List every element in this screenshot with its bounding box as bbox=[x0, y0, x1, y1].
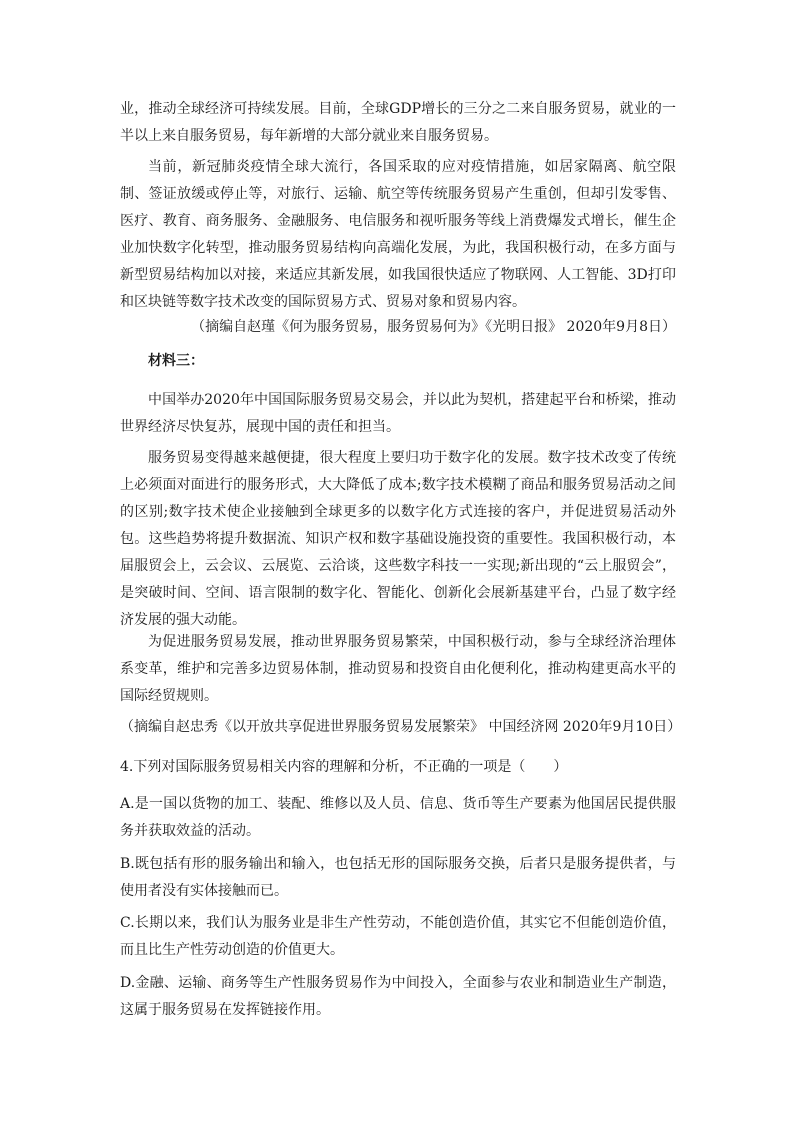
material-3-paragraph-1: 中国举办2020年中国国际服务贸易交易会，并以此为契机，搭建起平台和桥梁，推动世界经济尽快复苏，展现中国的责任和担当。 bbox=[120, 392, 676, 435]
source-citation-2: （摘编自赵忠秀《以开放共享促进世界服务贸易发展繁荣》 中国经济网 2020年9月10日） bbox=[120, 719, 682, 735]
paragraph-continued: 业，推动全球经济可持续发展。目前，全球GDP增长的三分之二来自服务贸易，就业的一半以上来自服务贸易，每年新增的大部分就业来自服务贸易。 bbox=[120, 101, 676, 144]
question-option-d[interactable]: D.金融、运输、商务等生产性服务贸易作为中间投入，全面参与农业和制造业生产制造，这属于服务贸易在发挥链接作用。 bbox=[120, 975, 676, 1018]
material-3-paragraph-3: 为促进服务贸易发展，推动世界服务贸易繁荣，中国积极行动，参与全球经济治理体系变革，维护和完善多边贸易体制，推动贸易和投资自由化便利化，推动构建更高水平的国际经贸规则。 bbox=[120, 634, 676, 704]
material-3-paragraph-2: 服务贸易变得越来越便捷，很大程度上要归功于数字化的发展。数字技术改变了传统上必须面对面进行的服务形式，大大降低了成本;数字技术模糊了商品和服务贸易活动之间的区别;数字技术使企业接触到全球更多的以数字化方式连接的客户，并促进贸易活动外包。这些趋势将提升数据流、知识产权和数字基础设施投资的重要性。我国积极行动，本届服贸会上，云会议、云展览、云洽谈，这些数字科技一一实现;新出现的“云上服贸会”，是突破时间、空间、语言限制的数字化、智能化、创新化会展新基建平台，凸显了数字经济发展的强大动能。 bbox=[120, 450, 676, 628]
paragraph-current-situation: 当前，新冠肺炎疫情全球大流行，各国采取的应对疫情措施，如居家隔离、航空限制、签证放缓或停止等，对旅行、运输、航空等传统服务贸易产生重创，但却引发零售、医疗、教育、商务服务、金融服务、电信服务和视听服务等线上消费爆发式增长，催生企业加快数字化转型，推动服务贸易结构向高端化发展，为此，我国积极行动，在多方面与新型贸易结构加以对接，来适应其新发展，如我国很快适应了物联网、人工智能、3D打印和区块链等数字技术改变的国际贸易方式、贸易对象和贸易内容。 bbox=[120, 159, 676, 310]
question-stem: 4.下列对国际服务贸易相关内容的理解和分析，不正确的一项是（ ） bbox=[120, 759, 568, 775]
question-option-c[interactable]: C.长期以来，我们认为服务业是非生产性劳动，不能创造价值，其实它不但能创造价值，而且比生产性劳动创造的价值更大。 bbox=[120, 915, 676, 958]
material-3-heading: 材料三： bbox=[148, 353, 204, 369]
question-option-b[interactable]: B.既包括有形的服务输出和输入，也包括无形的国际服务交换，后者只是服务提供者，与使用者没有实体接触而已。 bbox=[120, 856, 676, 899]
source-citation-1: （摘编自赵瑾《何为服务贸易，服务贸易何为》《光明日报》 2020年9月8日） bbox=[191, 319, 676, 335]
question-option-a[interactable]: A.是一国以货物的加工、装配、维修以及人员、信息、货币等生产要素为他国居民提供服务并获取效益的活动。 bbox=[120, 796, 676, 839]
